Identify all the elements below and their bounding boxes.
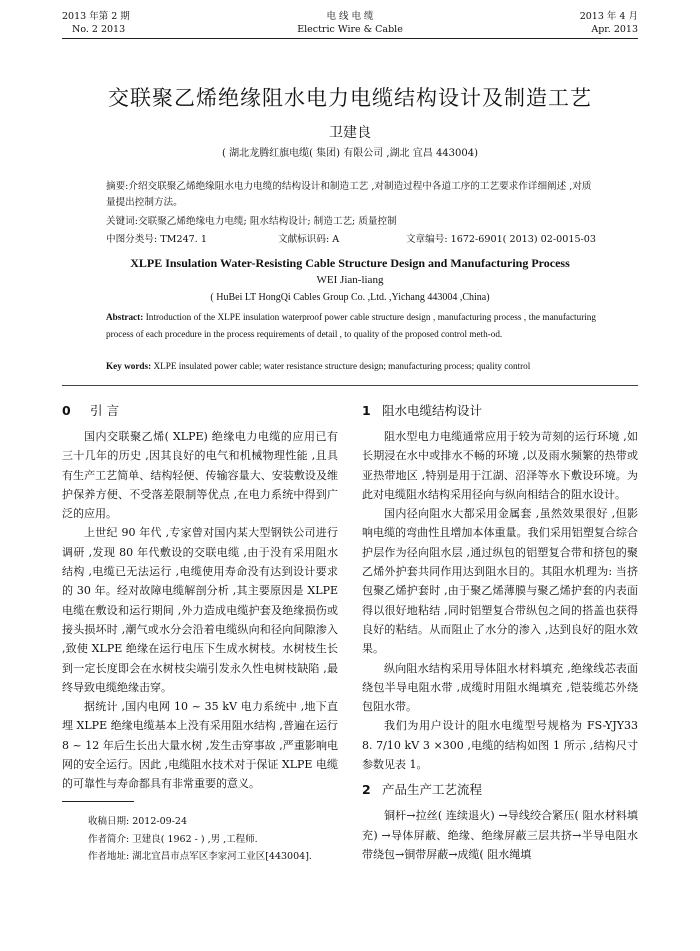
keywords-cn-text: 交联聚乙烯绝缘电力电缆; 阻水结构设计; 制造工艺; 质量控制 [138,216,397,227]
abstract-en-label: Abstract: [106,312,144,322]
section-0-paragraph-1: 国内交联聚乙烯( XLPE) 绝缘电力电缆的应用已有三十几年的历史 ,因其良好的电气和机械物理性能 ,且具有生产工艺简单、结构轻便、传输容量大、安装敷设及维护保养方便、不受落差限制等优点 ,在电力系统中得到广泛的应用。 [62,430,338,521]
footnote-author-address: 作者地址: 湖北宜昌市点军区李家河工业区[443004]. [88,851,312,862]
section-0-title: 引 言 [90,403,119,418]
article-number: 文章编号: 1672-6901( 2013) 02-0015-03 [405,234,596,245]
left-column [62,401,338,794]
section-1-paragraph-1: 阻水型电力电缆通常应用于较为苛刻的运行环境 ,如长期浸在水中或排水不畅的环境 ,以及雨水频繁的热带或亚热带地区 ,特别是用于江湖、沼泽等水下敷设环境。为此对电缆阻水结构采用径向与纵向相结合的阻水设计。 [362,430,638,501]
abstract-cn [106,179,596,211]
keywords-cn-label: 关键词: [106,216,139,227]
abstract-cn-label: 摘要: [106,181,129,192]
abstract-divider [62,385,638,386]
keywords-cn [106,214,596,230]
journal-name [62,10,638,36]
abstract-cn-text: 介绍交联聚乙烯绝缘阻水电力电缆的结构设计和制造工艺 ,对制造过程中各道工序的工艺要求作详细阐述 ,对质量提出控制方法。 [106,181,592,208]
footnote-received-date: 收稿日期: 2012-09-24 [88,816,187,827]
section-0-heading [62,401,338,427]
section-2-title: 产品生产工艺流程 [382,782,483,798]
section-2-heading [362,780,638,806]
abstract-en-text: Introduction of the XLPE insulation waterproof power cable structure design , manufacturing process , the manufacturing process of each procedure in the process requirements of detail , to quality of the proposed control meth-od. [106,312,596,339]
right-column [362,401,638,864]
date-cn: 2013 年 4 月 [579,11,638,22]
publication-date [580,10,638,36]
issue-cn: 2013 年第 2 期 [62,11,130,22]
section-2-paragraph-1: 铜杆→拉丝( 连续退火) →导线绞合紧压( 阻水材料填充) →导体屏蔽、绝缘、绝缘屏蔽三层共挤→半导电阻水带绕包→铜带屏蔽→成缆( 阻水绳填 [362,809,638,861]
section-1-paragraph-2: 国内径向阻水大都采用金属套 ,虽然效果很好 ,但影响电缆的弯曲性且增加本体重量。我们采用铝塑复合综合护层作为径向阻水层 ,通过纵包的铝塑复合带和挤包的聚乙烯外护套共同作用达到阻水目的。其阻水机理为: 当挤包聚乙烯护套时 ,由于聚乙烯薄膜与聚乙烯护套的内表面得以很好地粘结 ,同时铝塑复合带纵包之间的搭盖也获得良好的粘结。从而阻止了水分的渗入 ,达到良好的阻水效果。 [362,507,638,656]
abstract-en [106,309,596,343]
footnote-rule [62,801,134,802]
section-1-heading [362,401,638,427]
author-en: WEI Jian-liang [316,274,384,286]
running-header [62,10,638,36]
header-rule [62,38,638,39]
section-1-paragraph-3: 纵向阻水结构采用导体阻水材料填充 ,绝缘线芯表面绕包半导电阻水带 ,成缆时用阻水绳填充 ,铠装缆芯外绕包阻水带。 [362,661,638,714]
footnotes [88,813,348,866]
article-title-en: XLPE Insulation Water-Resisting Cable Structure Design and Manufacturing Process [130,256,570,270]
section-0-number: 0 [62,403,71,418]
keywords-en-text: XLPE insulated power cable; water resistance structure design; manufacturing process; quality control [151,361,531,371]
keywords-en [106,358,596,375]
issue-en: No. 2 2013 [72,24,126,35]
clc-number: 中图分类号: TM247. 1 [106,234,207,245]
section-1-title: 阻水电缆结构设计 [382,403,483,418]
section-0-paragraph-2: 上世纪 90 年代 ,专家曾对国内某大型钢铁公司进行调研 ,发现 80 年代敷设的交联电缆 ,由于没有采用阻水结构 ,电缆已无法运行 ,电缆使用寿命没有达到设计要求的 30 年。经对故障电缆解剖分析 ,其主要原因是 XLPE 电缆在敷设和运行期间 ,外力造成电缆护套及绝缘损伤或接头损坏时 ,潮气或水分会沿着电缆纵向和径向间隙渗入 ,致使 XLPE 绝缘在运行电压下生成水树枝。水树枝生长到一定长度即会在水树枝尖端引发永久性电树枝缺陷 ,最终导致电缆绝缘击穿。 [62,526,338,694]
affiliation-cn: ( 湖北龙腾红旗电缆( 集团) 有限公司 ,湖北 宜昌 443004) [221,148,479,159]
article-title-cn: 交联聚乙烯绝缘阻水电力电缆结构设计及制造工艺 [108,86,592,110]
affiliation-en: ( HuBei LT HongQi Cables Group Co. ,Ltd. ,Yichang 443004 ,China) [210,292,490,303]
journal-name-en: Electric Wire & Cable [297,24,403,35]
date-en: Apr. 2013 [591,24,638,35]
document-code: 文献标识码: A [278,234,340,245]
author-cn: 卫建良 [329,125,371,141]
section-1-paragraph-4: 我们为用户设计的阻水电缆型号规格为 FS-YJY33 8. 7/10 kV 3 ×300 ,电缆的结构如图 1 所示 ,结构尺寸参数见表 1。 [362,719,638,772]
section-1-number: 1 [362,403,371,418]
journal-name-cn: 电 线 电 缆 [326,11,374,22]
section-2-number: 2 [362,782,371,798]
keywords-en-label: Key words: [106,361,152,371]
classification-line [106,232,596,248]
section-0-paragraph-3: 据统计 ,国内电网 10 ~ 35 kV 电力系统中 ,地下直埋 XLPE 绝缘电缆基本上没有采用阻水结构 ,普遍在运行 8 ~ 12 年后生长出大量水树 ,发生击穿事故 ,严重影响电网的安全运行。因此 ,电缆阻水技术对于保证 XLPE 电缆的可靠性与寿命都具有非常重要的意义。 [62,700,338,791]
footnote-author-bio: 作者简介: 卫建良( 1962 - ) ,男 ,工程师. [88,833,258,845]
